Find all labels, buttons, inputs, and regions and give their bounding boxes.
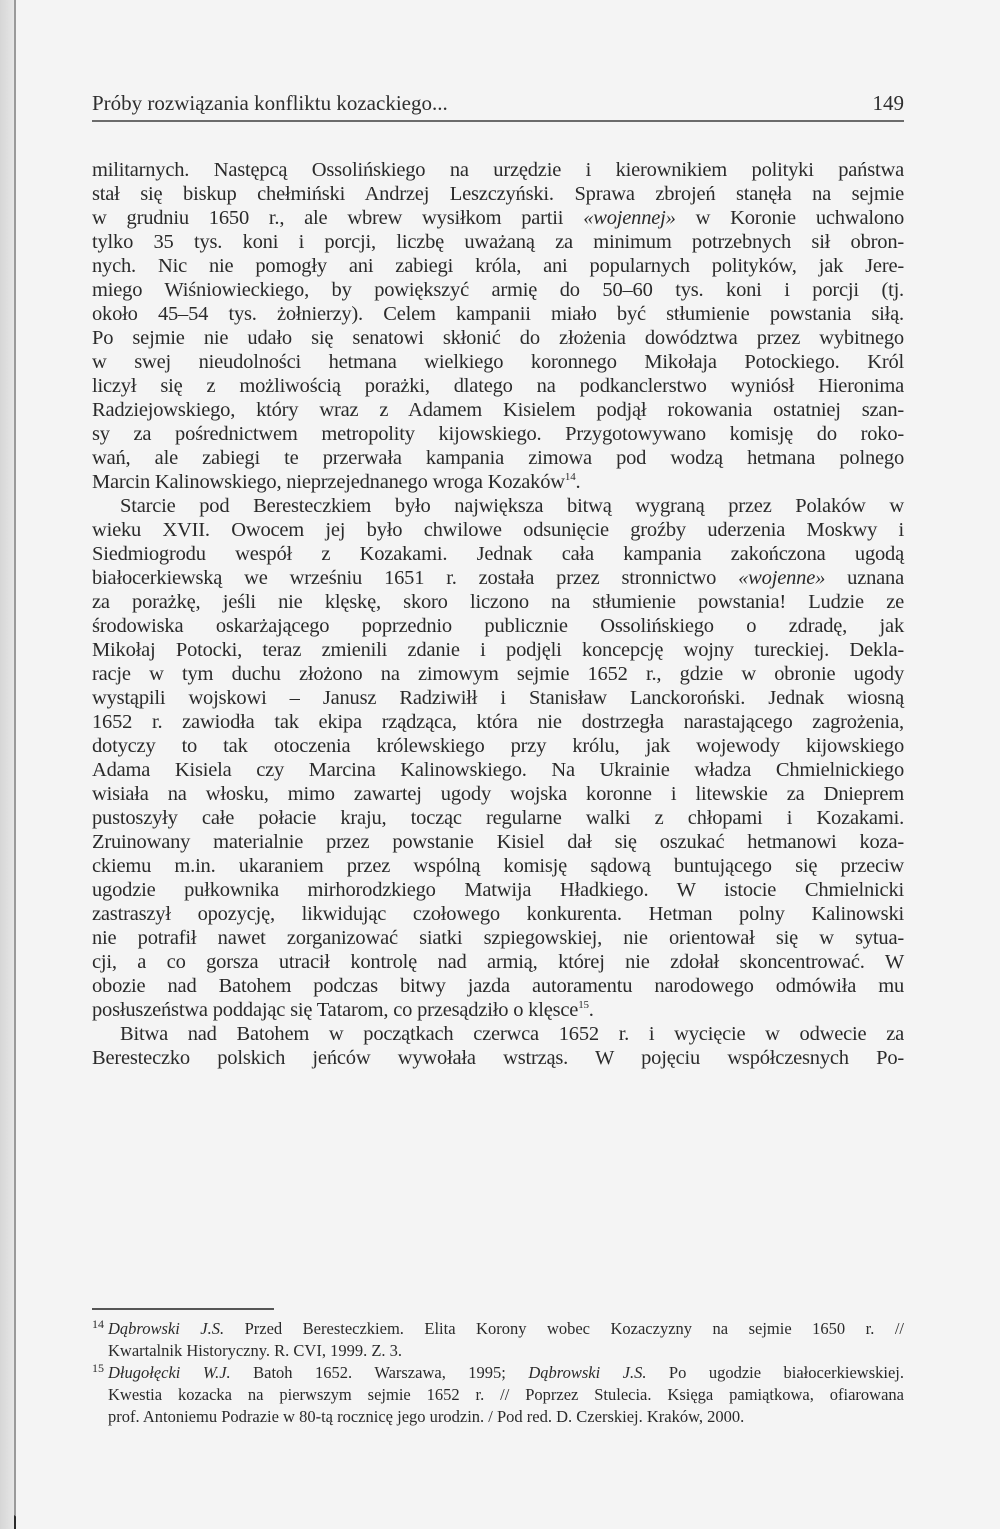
text-line: pustoszyły całe połacie kraju, tocząc regularne walki z chłopami i Kozakami. (92, 807, 904, 829)
running-head (92, 84, 904, 116)
footnote-number: 14 (92, 1317, 104, 1331)
text-line: ckiemu m.in. ukaraniem przez wspólną komisję sądową buntującego się przeciw (92, 855, 904, 877)
text-line: Po sejmie nie udało się senatowi skłonić do złożenia dowództwa przez wybitnego (92, 327, 904, 349)
text-line: środowiska oskarżającego poprzednio publicznie Ossolińskiego o zdradę, jak (92, 615, 904, 637)
text-line: wań, ale zabiegi te przerwała kampania zimowa pod wodzą hetmana polnego (92, 447, 904, 469)
text-line: Adama Kisiela czy Marcina Kalinowskiego. Na Ukrainie władza Chmielnickiego (92, 759, 904, 781)
footnote-ref-15[interactable]: 15 (578, 999, 589, 1012)
text-line: nie potrafił nawet zorganizować siatki szpiegowskiej, nie orientował się w sytua- (92, 927, 904, 949)
text-line: Mikołaj Potocki, teraz zmienili zdanie i podjęli koncepcję wojny tureckiej. Dekla- (92, 639, 904, 661)
footnotes (92, 1318, 904, 1428)
footnote-author: Dąbrowski J.S. (528, 1363, 647, 1382)
text-line: w swej nieudolności hetmana wielkiego koronnego Mikołaja Potockiego. Król (92, 351, 904, 373)
text-line: 1652 r. zawiodła tak ekipa rządząca, która nie dostrzegła narastającego zagrożenia, (92, 711, 904, 733)
footnote-number: 15 (92, 1361, 104, 1375)
text-line: białocerkiewską we wrześniu 1651 r. została przez stronnictwo «wojenne» uznana (92, 567, 904, 589)
text-line: za porażkę, jeśli nie klęskę, skoro liczono na stłumienie powstania! Ludzie ze (92, 591, 904, 613)
paragraph-start: Bitwa nad Batohem w początkach czerwca 1652 r. i wycięcie w odwecie za (120, 1023, 904, 1045)
italic-term: «wojenne» (738, 567, 826, 589)
footnote-rule (92, 1308, 274, 1310)
text-line: tylko 35 tys. koni i porcji, liczbę uważaną za minimum potrzebnych sił obron- (92, 231, 904, 253)
footnote-15-cont: Kwestia kozacka na pierwszym sejmie 1652 r. // Poprzez Stulecia. Księga pamiątkowa, ofiarowana (108, 1385, 904, 1404)
footnote-14-cont: Kwartalnik Historyczny. R. CVI, 1999. Z. 3. (108, 1341, 403, 1360)
paragraph-start: Starcie pod Beresteczkiem było największa bitwą wygraną przez Polaków w (120, 495, 904, 517)
text-line: dotyczy to tak otoczenia królewskiego przy królu, jak wojewody kijowskiego (92, 735, 904, 757)
footnote-15-cont: prof. Antoniemu Podrazie w 80-tą rocznicę jego urodzin. / Pod red. D. Czerskiej. Kraków, 2000. (108, 1407, 745, 1426)
text-line: Siedmiogrodu wespół z Kozakami. Jednak cała kampania zakończona ugodą (92, 543, 904, 565)
text-line: liczył się z możliwością porażki, dlatego na podkanclerstwo wyniósł Hieronima (92, 375, 904, 397)
text-line: zastraszył opozycję, likwidując czołowego konkurenta. Hetman polny Kalinowski (92, 903, 904, 925)
body-text (92, 158, 904, 1070)
text-line: Zruinowany materialnie przez powstanie Kisiel dał się oszukać hetmanowi koza- (92, 831, 904, 853)
italic-term: «wojennej» (583, 207, 676, 229)
page-number: 149 (872, 91, 904, 115)
text-line: stał się biskup chełmiński Andrzej Leszczyński. Sprawa zbrojeń stanęła na sejmie (92, 183, 904, 205)
footnote-author: Dąbrowski J.S. (108, 1319, 225, 1338)
text-line: ugodzie pułkownika mirhorodzkiego Matwija Hładkiego. W istocie Chmielnicki (92, 879, 904, 901)
text-line: cji, a co gorsza utracił kontrolę nad armią, której nie zdołał skoncentrować. W (92, 951, 904, 973)
book-gutter (0, 0, 16, 1529)
text-line: Beresteczko polskich jeńców wywołała wstrząs. W pojęciu współczesnych Po- (92, 1047, 904, 1069)
text-line: wieku XVII. Owocem jej było chwilowe odsunięcie groźby uderzenia Moskwy i (92, 519, 904, 541)
text-line: posłuszeństwa poddając się Tatarom, co przesądziło o klęsce$^{15}$. (92, 999, 594, 1021)
footnote-15: 15 Długołęcki W.J. Batoh 1652. Warszawa, 1995; Dąbrowski J.S. Po ugodzie białocerkiewskiej. (92, 1362, 904, 1384)
text-line: miego Wiśniowieckiego, by powiększyć armię do 50–60 tys. koni i porcji (tj. (92, 279, 904, 301)
text-line: militarnych. Następcą Ossolińskiego na urzędzie i kierownikiem polityki państwa (92, 159, 904, 181)
footnote-author: Długołęcki W.J. (108, 1363, 231, 1382)
text-line: wystąpili wojskowi – Janusz Radziwiłł i Stanisław Lanckoroński. Jednak wiosną (92, 687, 904, 709)
header-rule (92, 120, 904, 122)
text-line: wisiała na włosku, mimo zawartej ugody wojska koronne i litewskie za Dnieprem (92, 783, 904, 805)
text-line: około 45–54 tys. żołnierzy). Celem kampanii miało być stłumienie powstania siłą. (92, 303, 904, 325)
text-line: w grudniu 1650 r., ale wbrew wysiłkom partii «wojennej» w Koronie uchwalono (92, 207, 904, 229)
book-page (16, 0, 1000, 1529)
text-line: obozie nad Batohem podczas bitwy jazda autoramentu narodowego odmówiła mu (92, 975, 904, 997)
footnote-ref-14[interactable]: 14 (564, 471, 576, 484)
text-line: Marcin Kalinowskiego, nieprzejednanego wroga Kozaków$^{14}$. (92, 471, 581, 493)
footnote-14: 14 Dąbrowski J.S. Przed Beresteczkiem. Elita Korony wobec Kozaczyzny na sejmie 1650 r. // (92, 1318, 904, 1340)
text-line: sy za pośrednictwem metropolity kijowskiego. Przygotowywano komisję do roko- (92, 423, 904, 445)
text-line: Radziejowskiego, który wraz z Adamem Kisielem podjął rokowania ostatniej szan- (92, 399, 904, 421)
text-line: nych. Nic nie pomogły ani zabiegi króla, ani popularnych polityków, jak Jere- (92, 255, 904, 277)
text-line: racje w tym duchu złożono na zimowym sejmie 1652 r., gdzie w obronie ugody (92, 663, 904, 685)
running-title: Próby rozwiązania konfliktu kozackiego... (92, 91, 448, 115)
